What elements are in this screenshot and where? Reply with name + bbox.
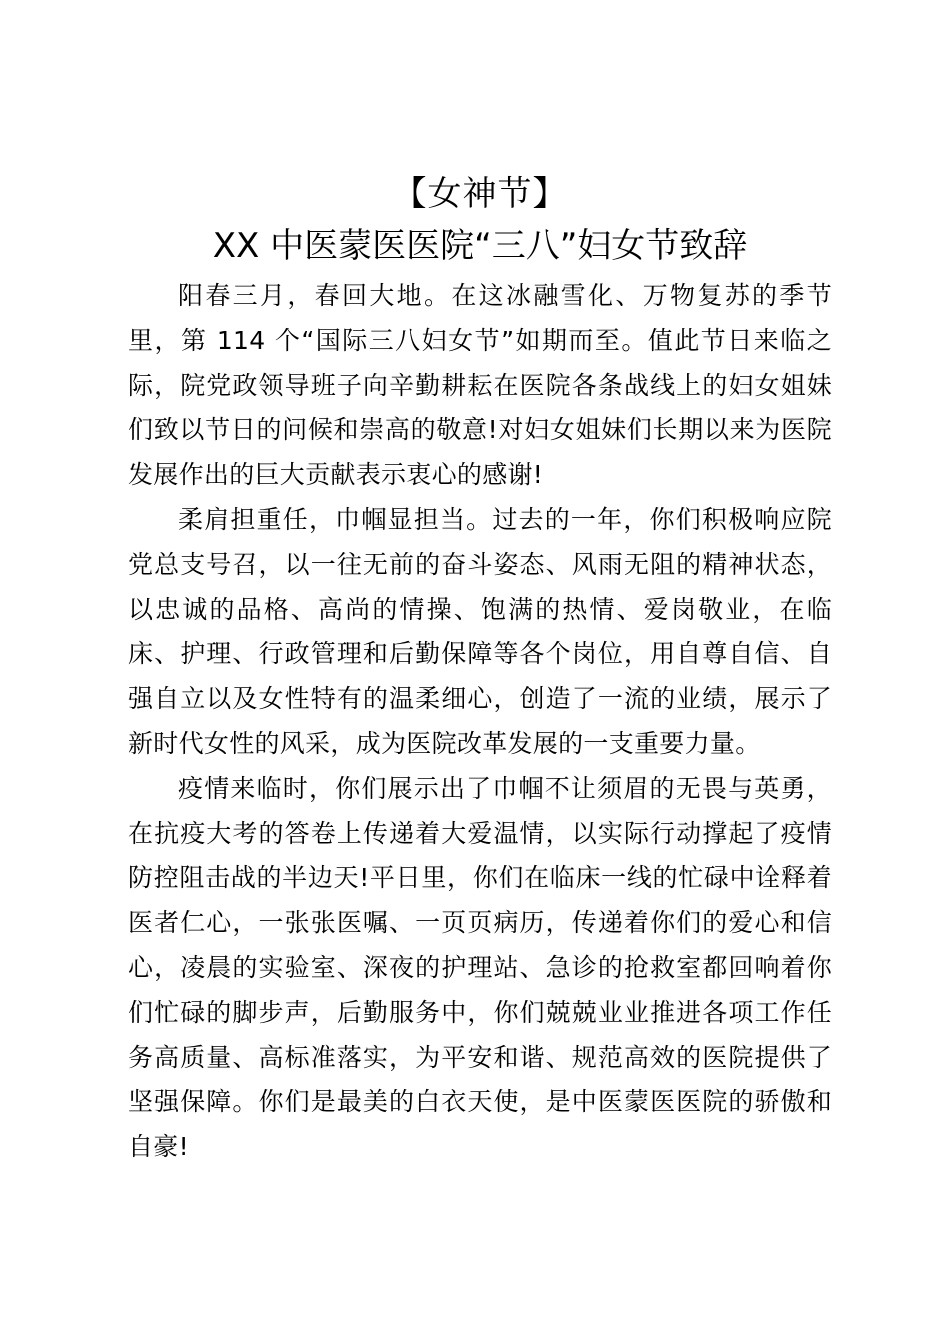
document-page: [128, 168, 832, 1170]
paragraph-1: 阳春三月，春回大地。在这冰融雪化、万物复苏的季节里，第 114 个“国际三八妇女节”如期而至。值此节日来临之际，院党政领导班子向辛勤耕耘在医院各条战线上的妇女姐妹们致以节日的问候和崇高的敬意!对妇女姐妹们长期以来为医院发展作出的巨大贡献表示衷心的感谢!: [128, 281, 832, 490]
document-subtitle: XX 中医蒙医医院“三八”妇女节致辞: [212, 226, 748, 266]
paragraph-2: 柔肩担重任，巾帼显担当。过去的一年，你们积极响应院党总支号召，以一往无前的奋斗姿态、风雨无阻的精神状态，以忠诚的品格、高尚的情操、饱满的热情、爱岗敬业，在临床、护理、行政管理和后勤保障等各个岗位，用自尊自信、自强自立以及女性特有的温柔细心，创造了一流的业绩，展示了新时代女性的风采，成为医院改革发展的一支重要力量。: [128, 504, 832, 758]
paragraph-3: 疫情来临时，你们展示出了巾帼不让须眉的无畏与英勇，在抗疫大考的答卷上传递着大爱温情，以实际行动撑起了疫情防控阻击战的半边天!平日里，你们在临床一线的忙碌中诠释着医者仁心，一张张医嘱、一页页病历，传递着你们的爱心和信心，凌晨的实验室、深夜的护理站、急诊的抢救室都回响着你们忙碌的脚步声，后勤服务中，你们兢兢业业推进各项工作任务高质量、高标准落实，为平安和谐、规范高效的医院提供了坚强保障。你们是最美的白衣天使，是中医蒙医医院的骄傲和自豪!: [128, 773, 832, 1162]
document-title: 【女神节】: [392, 174, 568, 214]
